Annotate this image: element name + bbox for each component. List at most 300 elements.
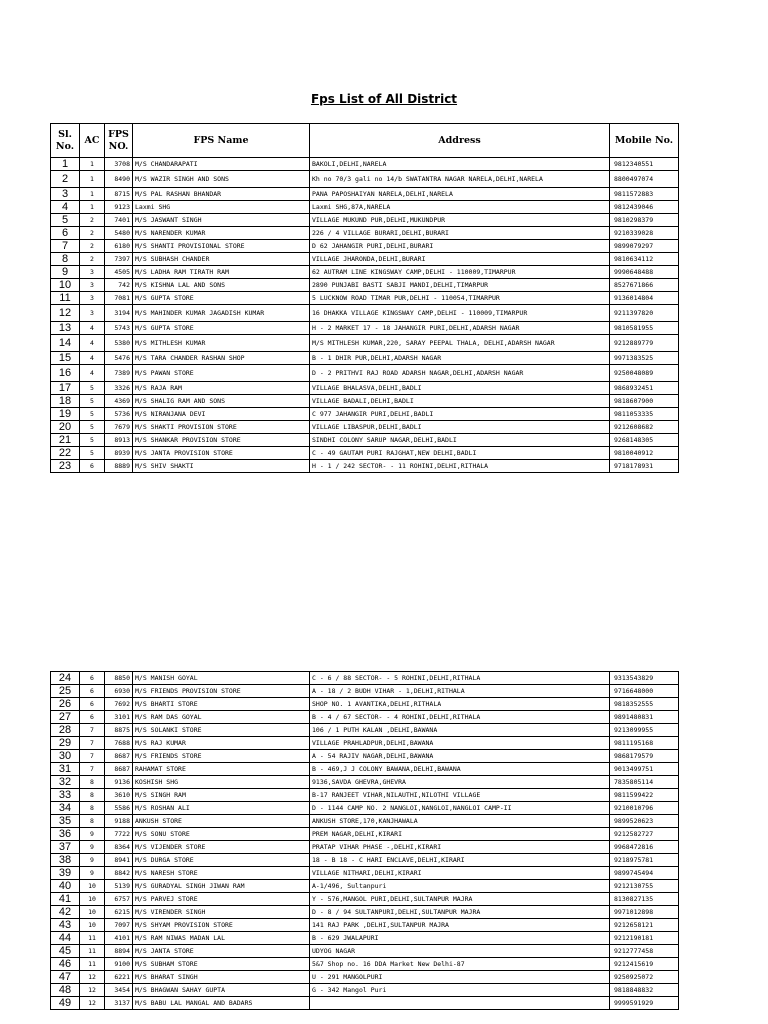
cell-fps-name: M/S SHIV SHAKTI <box>133 460 310 473</box>
cell-address: SINDHI COLONY SARUP NAGAR,DELHI,BADLI <box>310 434 610 447</box>
table-row <box>51 672 679 685</box>
cell-mobile-no: 9212190181 <box>610 932 679 945</box>
cell-mobile-no: 9811572883 <box>610 188 679 201</box>
cell-fps-no: 9188 <box>105 815 133 828</box>
cell-mobile-no: 9811599422 <box>610 789 679 802</box>
cell-address: Y - 576,MANGOL PURI,DELHI,SULTANPUR MAJRA <box>310 893 610 906</box>
cell-address: A - 18 / 2 BUDH VIHAR - 1,DELHI,RITHALA <box>310 685 610 698</box>
table-row <box>51 227 679 240</box>
table-row <box>51 789 679 802</box>
cell-fps-no: 8894 <box>105 945 133 958</box>
cell-sl-no: 30 <box>51 750 80 763</box>
cell-mobile-no: 9811195168 <box>610 737 679 750</box>
cell-mobile-no: 9313543829 <box>610 672 679 685</box>
cell-sl-no: 42 <box>51 906 80 919</box>
cell-fps-no: 5480 <box>105 227 133 240</box>
cell-address: M/S MITHLESH KUMAR,220, SARAY PEEPAL THALA, DELHI,ADARSH NAGAR <box>310 335 610 352</box>
cell-fps-no: 8850 <box>105 672 133 685</box>
cell-fps-name: M/S MITHLESH KUMAR <box>133 335 310 352</box>
cell-mobile-no: 9812340551 <box>610 158 679 171</box>
cell-ac: 2 <box>80 214 105 227</box>
table-row <box>51 893 679 906</box>
cell-fps-no: 6180 <box>105 240 133 253</box>
cell-ac: 7 <box>80 724 105 737</box>
cell-ac: 4 <box>80 365 105 382</box>
cell-ac: 9 <box>80 828 105 841</box>
table-row <box>51 460 679 473</box>
cell-ac: 3 <box>80 305 105 322</box>
cell-mobile-no: 9716648000 <box>610 685 679 698</box>
cell-fps-name: M/S SHANTI PROVISIONAL STORE <box>133 240 310 253</box>
cell-mobile-no: 9718178931 <box>610 460 679 473</box>
table-row <box>51 997 679 1010</box>
cell-ac: 12 <box>80 997 105 1010</box>
cell-fps-name: M/S ROSHAN ALI <box>133 802 310 815</box>
cell-sl-no: 25 <box>51 685 80 698</box>
cell-ac: 6 <box>80 460 105 473</box>
cell-fps-name: M/S KISHNA LAL AND SONS <box>133 279 310 292</box>
cell-fps-name: M/S SUBHAM STORE <box>133 958 310 971</box>
cell-fps-name: M/S RAJ KUMAR <box>133 737 310 750</box>
cell-fps-name: M/S GUPTA STORE <box>133 292 310 305</box>
table-row <box>51 292 679 305</box>
cell-mobile-no: 9268148305 <box>610 434 679 447</box>
cell-ac: 10 <box>80 906 105 919</box>
cell-fps-no: 5743 <box>105 322 133 335</box>
cell-sl-no: 44 <box>51 932 80 945</box>
cell-mobile-no: 9210010796 <box>610 802 679 815</box>
cell-ac: 8 <box>80 815 105 828</box>
cell-fps-no: 3137 <box>105 997 133 1010</box>
cell-address: SHOP NO. 1 AVANTIKA,DELHI,RITHALA <box>310 698 610 711</box>
cell-mobile-no: 9810634112 <box>610 253 679 266</box>
cell-fps-name: M/S MAHINDER KUMAR JAGADISH KUMAR <box>133 305 310 322</box>
cell-mobile-no: 9212415619 <box>610 958 679 971</box>
cell-ac: 2 <box>80 253 105 266</box>
cell-sl-no: 39 <box>51 867 80 880</box>
cell-address: 62 AUTRAM LINE KINGSWAY CAMP,DELHI - 110009,TIMARPUR <box>310 266 610 279</box>
cell-sl-no: 3 <box>51 188 80 201</box>
cell-sl-no: 19 <box>51 408 80 421</box>
cell-sl-no: 38 <box>51 854 80 867</box>
table-row <box>51 201 679 214</box>
cell-address: 141 RAJ PARK ,DELHI,SULTANPUR MAJRA <box>310 919 610 932</box>
fps-table-1 <box>50 123 679 473</box>
cell-ac: 4 <box>80 352 105 365</box>
header-fps-name: FPS Name <box>133 124 310 158</box>
cell-sl-no: 18 <box>51 395 80 408</box>
cell-mobile-no: 9212777458 <box>610 945 679 958</box>
cell-fps-no: 8364 <box>105 841 133 854</box>
cell-sl-no: 24 <box>51 672 80 685</box>
cell-address: 9136,SAVDA GHEVRA,GHEVRA <box>310 776 610 789</box>
cell-mobile-no: 9868179579 <box>610 750 679 763</box>
cell-fps-no: 6930 <box>105 685 133 698</box>
cell-mobile-no: 9891480831 <box>610 711 679 724</box>
table-row <box>51 958 679 971</box>
cell-sl-no: 43 <box>51 919 80 932</box>
cell-address: A - 54 RAJIV NAGAR,DELHI,BAWANA <box>310 750 610 763</box>
cell-fps-no: 8889 <box>105 460 133 473</box>
table-row <box>51 854 679 867</box>
cell-ac: 8 <box>80 789 105 802</box>
cell-fps-no: 3610 <box>105 789 133 802</box>
cell-mobile-no: 9013499751 <box>610 763 679 776</box>
cell-mobile-no: 9818848832 <box>610 984 679 997</box>
cell-sl-no: 15 <box>51 352 80 365</box>
cell-ac: 1 <box>80 158 105 171</box>
table-row <box>51 266 679 279</box>
cell-fps-no: 8715 <box>105 188 133 201</box>
cell-address: 5 LUCKNOW ROAD TIMAR PUR,DELHI - 110054,TIMARPUR <box>310 292 610 305</box>
table-header-row <box>51 124 679 158</box>
cell-fps-name: M/S JANTA STORE <box>133 945 310 958</box>
cell-fps-no: 7097 <box>105 919 133 932</box>
cell-fps-name: M/S NIRANJANA DEVI <box>133 408 310 421</box>
cell-fps-no: 9136 <box>105 776 133 789</box>
cell-address: PREM NAGAR,DELHI,KIRARI <box>310 828 610 841</box>
cell-sl-no: 34 <box>51 802 80 815</box>
cell-ac: 11 <box>80 958 105 971</box>
cell-sl-no: 23 <box>51 460 80 473</box>
cell-ac: 7 <box>80 750 105 763</box>
cell-address: A-1/496, Sultanpuri <box>310 880 610 893</box>
cell-sl-no: 4 <box>51 201 80 214</box>
cell-address: B-17 RANJEET VIHAR,NILAUTHI,NILOTHI VILLAGE <box>310 789 610 802</box>
cell-address: BAKOLI,DELHI,NARELA <box>310 158 610 171</box>
cell-mobile-no: 9999591929 <box>610 997 679 1010</box>
cell-fps-name: M/S RAJA RAM <box>133 382 310 395</box>
cell-address: 226 / 4 VILLAGE BURARI,DELHI,BURARI <box>310 227 610 240</box>
cell-ac: 8 <box>80 776 105 789</box>
cell-sl-no: 14 <box>51 335 80 352</box>
cell-address: 5&7 Shop no. 16 DDA Market New Delhi-87 <box>310 958 610 971</box>
cell-ac: 5 <box>80 434 105 447</box>
table-row <box>51 365 679 382</box>
table-row <box>51 802 679 815</box>
cell-mobile-no: 9212889779 <box>610 335 679 352</box>
cell-sl-no: 48 <box>51 984 80 997</box>
cell-ac: 3 <box>80 279 105 292</box>
cell-fps-no: 5380 <box>105 335 133 352</box>
cell-sl-no: 8 <box>51 253 80 266</box>
cell-ac: 12 <box>80 984 105 997</box>
cell-fps-name: M/S SUBHASH CHANDER <box>133 253 310 266</box>
cell-sl-no: 5 <box>51 214 80 227</box>
header-sl-no: Sl. No. <box>51 124 80 158</box>
cell-fps-name: M/S BABU LAL MANGAL AND BADARS <box>133 997 310 1010</box>
cell-ac: 5 <box>80 421 105 434</box>
table-row <box>51 698 679 711</box>
table-row <box>51 828 679 841</box>
cell-mobile-no: 9818607900 <box>610 395 679 408</box>
page-title <box>0 92 768 106</box>
table-row <box>51 382 679 395</box>
cell-mobile-no: 9812439046 <box>610 201 679 214</box>
cell-sl-no: 32 <box>51 776 80 789</box>
header-fps-no: FPS NO. <box>105 124 133 158</box>
cell-fps-no: 6757 <box>105 893 133 906</box>
cell-fps-name: M/S FRIENDS STORE <box>133 750 310 763</box>
cell-sl-no: 45 <box>51 945 80 958</box>
cell-ac: 6 <box>80 711 105 724</box>
cell-sl-no: 28 <box>51 724 80 737</box>
cell-mobile-no: 9250925072 <box>610 971 679 984</box>
cell-address: D - 8 / 94 SULTANPURI,DELHI,SULTANPUR MAJRA <box>310 906 610 919</box>
table-row <box>51 279 679 292</box>
table-row <box>51 685 679 698</box>
cell-fps-no: 4101 <box>105 932 133 945</box>
cell-fps-name: M/S RAM NIWAS MADAN LAL <box>133 932 310 945</box>
cell-fps-no: 5476 <box>105 352 133 365</box>
cell-ac: 11 <box>80 945 105 958</box>
cell-mobile-no: 9899745494 <box>610 867 679 880</box>
cell-fps-no: 5139 <box>105 880 133 893</box>
cell-sl-no: 9 <box>51 266 80 279</box>
cell-address: VILLAGE LIBASPUR,DELHI,BADLI <box>310 421 610 434</box>
cell-ac: 9 <box>80 867 105 880</box>
cell-sl-no: 13 <box>51 322 80 335</box>
cell-address: VILLAGE PRAHLADPUR,DELHI,BAWANA <box>310 737 610 750</box>
cell-fps-name: M/S LADHA RAM TIRATH RAM <box>133 266 310 279</box>
cell-ac: 9 <box>80 841 105 854</box>
table-row <box>51 188 679 201</box>
cell-fps-no: 9100 <box>105 958 133 971</box>
cell-fps-name: M/S WAZIR SINGH AND SONS <box>133 171 310 188</box>
cell-address: VILLAGE BADALI,DELHI,BADLI <box>310 395 610 408</box>
page-title-text: Fps List of All District <box>310 92 458 106</box>
cell-fps-name: M/S TARA CHANDER RASHAN SHOP <box>133 352 310 365</box>
cell-mobile-no: 9218975781 <box>610 854 679 867</box>
cell-mobile-no: 9212130755 <box>610 880 679 893</box>
cell-fps-no: 6221 <box>105 971 133 984</box>
table-row <box>51 240 679 253</box>
cell-sl-no: 46 <box>51 958 80 971</box>
table-2-body <box>51 672 679 1010</box>
cell-address: Kh no 70/3 gali no 14/b SWATANTRA NAGAR NARELA,DELHI,NARELA <box>310 171 610 188</box>
table-row <box>51 214 679 227</box>
cell-fps-name: M/S SONU STORE <box>133 828 310 841</box>
cell-address: D 62 JAHANGIR PURI,DELHI,BURARI <box>310 240 610 253</box>
cell-sl-no: 26 <box>51 698 80 711</box>
cell-ac: 10 <box>80 893 105 906</box>
cell-fps-name: M/S PAL RASHAN BHANDAR <box>133 188 310 201</box>
cell-fps-name: M/S JASWANT SINGH <box>133 214 310 227</box>
cell-address: VILLAGE MUKUND PUR,DELHI,MUKUNDPUR <box>310 214 610 227</box>
cell-ac: 2 <box>80 240 105 253</box>
cell-fps-no: 6215 <box>105 906 133 919</box>
cell-ac: 5 <box>80 447 105 460</box>
cell-address: ANKUSH STORE,170,KANJHAWALA <box>310 815 610 828</box>
cell-fps-no: 7722 <box>105 828 133 841</box>
table-row <box>51 335 679 352</box>
cell-address: B - 469,J J COLONY BAWANA,DELHI,BAWANA <box>310 763 610 776</box>
cell-address: G - 342 Mangol Puri <box>310 984 610 997</box>
cell-sl-no: 49 <box>51 997 80 1010</box>
cell-fps-name: M/S SINGH RAM <box>133 789 310 802</box>
cell-mobile-no: 9968472816 <box>610 841 679 854</box>
cell-address: B - 4 / 67 SECTOR- - 4 ROHINI,DELHI,RITHALA <box>310 711 610 724</box>
cell-sl-no: 11 <box>51 292 80 305</box>
cell-fps-name: Laxmi SHG <box>133 201 310 214</box>
cell-ac: 5 <box>80 395 105 408</box>
cell-sl-no: 36 <box>51 828 80 841</box>
cell-address: C - 6 / 88 SECTOR- - 5 ROHINI,DELHI,RITHALA <box>310 672 610 685</box>
cell-sl-no: 2 <box>51 171 80 188</box>
cell-ac: 1 <box>80 188 105 201</box>
cell-address: PRATAP VIHAR PHASE -,DELHI,KIRARI <box>310 841 610 854</box>
cell-address: VILLAGE BHALASVA,DELHI,BADLI <box>310 382 610 395</box>
cell-address: D - 1144 CAMP NO. 2 NANGLOI,NANGLOI,NANGLOI CAMP-II <box>310 802 610 815</box>
cell-sl-no: 29 <box>51 737 80 750</box>
cell-address: H - 1 / 242 SECTOR- - 11 ROHINI,DELHI,RITHALA <box>310 460 610 473</box>
cell-fps-no: 9123 <box>105 201 133 214</box>
cell-fps-no: 5736 <box>105 408 133 421</box>
header-mobile-no: Mobile No. <box>610 124 679 158</box>
table-row <box>51 750 679 763</box>
cell-sl-no: 6 <box>51 227 80 240</box>
cell-ac: 6 <box>80 672 105 685</box>
table-row <box>51 971 679 984</box>
cell-sl-no: 1 <box>51 158 80 171</box>
cell-address: VILLAGE JHARONDA,DELHI,BURARI <box>310 253 610 266</box>
cell-mobile-no: 9868932451 <box>610 382 679 395</box>
cell-fps-no: 4369 <box>105 395 133 408</box>
cell-ac: 10 <box>80 919 105 932</box>
table-row <box>51 815 679 828</box>
cell-fps-no: 8687 <box>105 750 133 763</box>
table-row <box>51 305 679 322</box>
cell-fps-name: M/S FRIENDS PROVISION STORE <box>133 685 310 698</box>
table-row <box>51 253 679 266</box>
cell-address: C - 49 GAUTAM PURI RAJGHAT,NEW DELHI,BADLI <box>310 447 610 460</box>
cell-fps-no: 3708 <box>105 158 133 171</box>
cell-ac: 12 <box>80 971 105 984</box>
cell-fps-no: 5586 <box>105 802 133 815</box>
cell-address: VILLAGE NITHARI,DELHI,KIRARI <box>310 867 610 880</box>
cell-mobile-no: 9899520623 <box>610 815 679 828</box>
cell-address: PANA PAPOSHAIYAN NARELA,DELHI,NARELA <box>310 188 610 201</box>
cell-fps-no: 7397 <box>105 253 133 266</box>
cell-address: B - 1 DHIR PUR,DELHI,ADARSH NAGAR <box>310 352 610 365</box>
cell-mobile-no: 9810040912 <box>610 447 679 460</box>
cell-fps-name: M/S CHANDARAPATI <box>133 158 310 171</box>
table-row <box>51 447 679 460</box>
cell-mobile-no: 9211397820 <box>610 305 679 322</box>
table-row <box>51 395 679 408</box>
cell-fps-name: M/S RAM DAS GOYAL <box>133 711 310 724</box>
cell-address: 2890 PUNJABI BASTI SABJI MANDI,DELHI,TIMARPUR <box>310 279 610 292</box>
cell-fps-no: 7688 <box>105 737 133 750</box>
cell-fps-name: M/S BHARAT SINGH <box>133 971 310 984</box>
table-row <box>51 984 679 997</box>
cell-mobile-no: 8800497074 <box>610 171 679 188</box>
cell-fps-name: M/S SHYAM PROVISION STORE <box>133 919 310 932</box>
cell-ac: 4 <box>80 335 105 352</box>
cell-mobile-no: 9818352555 <box>610 698 679 711</box>
cell-fps-name: M/S VIJENDER STORE <box>133 841 310 854</box>
cell-ac: 3 <box>80 292 105 305</box>
cell-sl-no: 12 <box>51 305 80 322</box>
cell-fps-name: M/S NARESH STORE <box>133 867 310 880</box>
cell-ac: 3 <box>80 266 105 279</box>
cell-ac: 7 <box>80 763 105 776</box>
cell-mobile-no: 9210339028 <box>610 227 679 240</box>
cell-ac: 1 <box>80 201 105 214</box>
cell-fps-name: M/S PARVEJ STORE <box>133 893 310 906</box>
cell-mobile-no: 9971012898 <box>610 906 679 919</box>
table-row <box>51 322 679 335</box>
table-row <box>51 434 679 447</box>
cell-fps-no: 8842 <box>105 867 133 880</box>
cell-fps-no: 8941 <box>105 854 133 867</box>
cell-fps-name: M/S SHALIG RAM AND SONS <box>133 395 310 408</box>
cell-sl-no: 17 <box>51 382 80 395</box>
table-row <box>51 932 679 945</box>
cell-sl-no: 35 <box>51 815 80 828</box>
cell-fps-no: 3101 <box>105 711 133 724</box>
table-row <box>51 171 679 188</box>
cell-sl-no: 10 <box>51 279 80 292</box>
cell-mobile-no: 9250048089 <box>610 365 679 382</box>
cell-fps-name: M/S VIRENDER SINGH <box>133 906 310 919</box>
cell-ac: 8 <box>80 802 105 815</box>
cell-mobile-no: 9212658121 <box>610 919 679 932</box>
cell-ac: 5 <box>80 408 105 421</box>
cell-mobile-no: 9971383525 <box>610 352 679 365</box>
cell-sl-no: 31 <box>51 763 80 776</box>
fps-table-2 <box>50 671 679 1010</box>
cell-mobile-no: 9810298379 <box>610 214 679 227</box>
table-row <box>51 408 679 421</box>
cell-ac: 6 <box>80 685 105 698</box>
cell-ac: 2 <box>80 227 105 240</box>
cell-fps-name: M/S SHANKAR PROVISION STORE <box>133 434 310 447</box>
cell-mobile-no: 8130827135 <box>610 893 679 906</box>
cell-fps-name: M/S GUPTA STORE <box>133 322 310 335</box>
header-address: Address <box>310 124 610 158</box>
cell-fps-no: 8875 <box>105 724 133 737</box>
cell-mobile-no: 9811053335 <box>610 408 679 421</box>
cell-fps-no: 4505 <box>105 266 133 279</box>
cell-fps-name: M/S JANTA PROVISION STORE <box>133 447 310 460</box>
cell-address: Laxmi SHG,87A,NARELA <box>310 201 610 214</box>
cell-address: 16 DHAKKA VILLAGE KINGSWAY CAMP,DELHI - 110009,TIMARPUR <box>310 305 610 322</box>
cell-sl-no: 20 <box>51 421 80 434</box>
cell-mobile-no: 9899079297 <box>610 240 679 253</box>
header-ac: AC <box>80 124 105 158</box>
cell-sl-no: 40 <box>51 880 80 893</box>
cell-sl-no: 47 <box>51 971 80 984</box>
cell-address: D - 2 PRITHVI RAJ ROAD ADARSH NAGAR,DELHI,ADARSH NAGAR <box>310 365 610 382</box>
table-row <box>51 841 679 854</box>
cell-fps-name: M/S BHAGWAN SAHAY GUPTA <box>133 984 310 997</box>
table-row <box>51 867 679 880</box>
cell-fps-no: 7692 <box>105 698 133 711</box>
cell-mobile-no: 9212582727 <box>610 828 679 841</box>
cell-fps-no: 8913 <box>105 434 133 447</box>
cell-ac: 1 <box>80 171 105 188</box>
table-row <box>51 763 679 776</box>
cell-mobile-no: 8527671866 <box>610 279 679 292</box>
cell-ac: 10 <box>80 880 105 893</box>
cell-mobile-no: 9212608682 <box>610 421 679 434</box>
cell-fps-no: 7401 <box>105 214 133 227</box>
cell-mobile-no: 9810581955 <box>610 322 679 335</box>
cell-fps-name: M/S BHARTI STORE <box>133 698 310 711</box>
cell-address: C 977 JAHANGIR PURI,DELHI,BADLI <box>310 408 610 421</box>
cell-address: U - 291 MANGOLPURI <box>310 971 610 984</box>
